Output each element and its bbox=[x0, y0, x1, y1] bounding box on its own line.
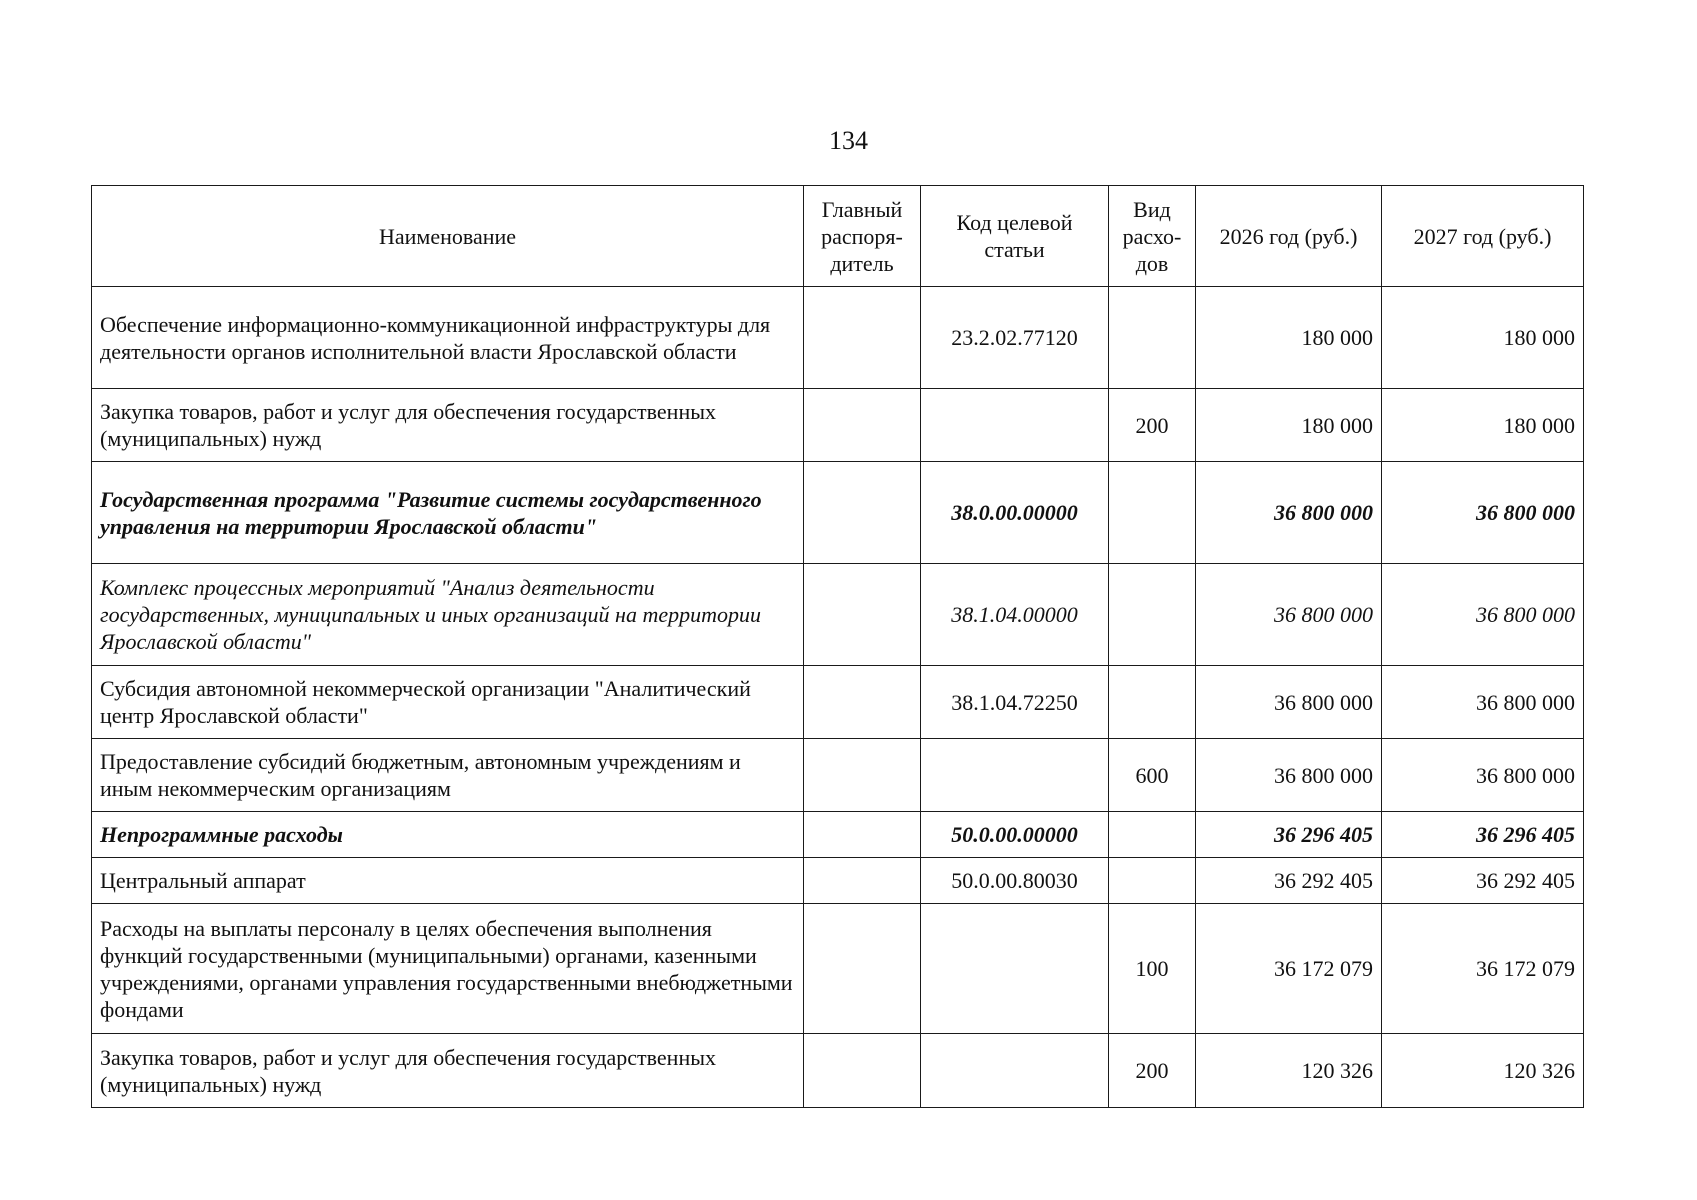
cell-type: 200 bbox=[1109, 389, 1196, 462]
cell-2027: 36 800 000 bbox=[1382, 564, 1584, 666]
cell-code bbox=[921, 904, 1109, 1034]
cell-code: 23.2.02.77120 bbox=[921, 287, 1109, 389]
cell-name: Расходы на выплаты персоналу в целях обеспечения выполнения функций государственными (муниципальными) органами, казенными учреждениями, органами управления государственными внебюджетными фондами bbox=[92, 904, 804, 1034]
cell-name: Комплекс процессных мероприятий "Анализ деятельности государственных, муниципальных и иных организаций на территории Ярославской области" bbox=[92, 564, 804, 666]
cell-2027: 36 800 000 bbox=[1382, 462, 1584, 564]
table-row bbox=[92, 666, 1584, 739]
header-manager: Главный распоря-дитель bbox=[804, 186, 921, 287]
cell-2026: 36 292 405 bbox=[1196, 858, 1382, 904]
cell-2026: 36 800 000 bbox=[1196, 462, 1382, 564]
table-row bbox=[92, 287, 1584, 389]
cell-manager bbox=[804, 287, 921, 389]
cell-name: Обеспечение информационно-коммуникационной инфраструктуры для деятельности органов исполнительной власти Ярославской области bbox=[92, 287, 804, 389]
cell-code: 38.1.04.00000 bbox=[921, 564, 1109, 666]
cell-manager bbox=[804, 462, 921, 564]
cell-2026: 36 800 000 bbox=[1196, 564, 1382, 666]
header-type: Вид расхо-дов bbox=[1109, 186, 1196, 287]
table-row bbox=[92, 739, 1584, 812]
cell-code: 50.0.00.00000 bbox=[921, 812, 1109, 858]
cell-code: 38.0.00.00000 bbox=[921, 462, 1109, 564]
table-row bbox=[92, 812, 1584, 858]
cell-2026: 180 000 bbox=[1196, 389, 1382, 462]
cell-type bbox=[1109, 666, 1196, 739]
cell-manager bbox=[804, 904, 921, 1034]
cell-name: Предоставление субсидий бюджетным, автономным учреждениям и иным некоммерческим организациям bbox=[92, 739, 804, 812]
cell-type: 200 bbox=[1109, 1034, 1196, 1108]
cell-name: Центральный аппарат bbox=[92, 858, 804, 904]
cell-2026: 36 172 079 bbox=[1196, 904, 1382, 1034]
cell-code: 38.1.04.72250 bbox=[921, 666, 1109, 739]
cell-2027: 36 296 405 bbox=[1382, 812, 1584, 858]
cell-type bbox=[1109, 858, 1196, 904]
cell-name: Непрограммные расходы bbox=[92, 812, 804, 858]
table-row bbox=[92, 904, 1584, 1034]
cell-code bbox=[921, 389, 1109, 462]
header-2027: 2027 год (руб.) bbox=[1382, 186, 1584, 287]
cell-2026: 36 800 000 bbox=[1196, 666, 1382, 739]
cell-type bbox=[1109, 564, 1196, 666]
table-header-row bbox=[92, 186, 1584, 287]
cell-2027: 120 326 bbox=[1382, 1034, 1584, 1108]
cell-type bbox=[1109, 812, 1196, 858]
cell-2027: 180 000 bbox=[1382, 287, 1584, 389]
cell-2027: 36 172 079 bbox=[1382, 904, 1584, 1034]
cell-name: Государственная программа "Развитие системы государственного управления на территории Ярославской области" bbox=[92, 462, 804, 564]
page-number: 134 bbox=[829, 126, 868, 155]
cell-name: Закупка товаров, работ и услуг для обеспечения государственных (муниципальных) нужд bbox=[92, 1034, 804, 1108]
cell-manager bbox=[804, 389, 921, 462]
table-row bbox=[92, 858, 1584, 904]
header-2026: 2026 год (руб.) bbox=[1196, 186, 1382, 287]
table-body bbox=[92, 287, 1584, 1108]
cell-2026: 36 800 000 bbox=[1196, 739, 1382, 812]
cell-code bbox=[921, 1034, 1109, 1108]
table-row bbox=[92, 1034, 1584, 1108]
cell-manager bbox=[804, 564, 921, 666]
cell-2027: 36 292 405 bbox=[1382, 858, 1584, 904]
cell-manager bbox=[804, 812, 921, 858]
cell-2027: 180 000 bbox=[1382, 389, 1584, 462]
cell-code: 50.0.00.80030 bbox=[921, 858, 1109, 904]
cell-type: 100 bbox=[1109, 904, 1196, 1034]
cell-type bbox=[1109, 462, 1196, 564]
cell-2026: 180 000 bbox=[1196, 287, 1382, 389]
cell-code bbox=[921, 739, 1109, 812]
table-row bbox=[92, 389, 1584, 462]
cell-manager bbox=[804, 739, 921, 812]
table-row bbox=[92, 462, 1584, 564]
budget-table bbox=[91, 185, 1584, 1108]
cell-2027: 36 800 000 bbox=[1382, 739, 1584, 812]
cell-type bbox=[1109, 287, 1196, 389]
table-row bbox=[92, 564, 1584, 666]
cell-name: Субсидия автономной некоммерческой организации "Аналитический центр Ярославской области" bbox=[92, 666, 804, 739]
cell-2026: 36 296 405 bbox=[1196, 812, 1382, 858]
cell-manager bbox=[804, 1034, 921, 1108]
cell-name: Закупка товаров, работ и услуг для обеспечения государственных (муниципальных) нужд bbox=[92, 389, 804, 462]
header-name: Наименование bbox=[92, 186, 804, 287]
cell-2026: 120 326 bbox=[1196, 1034, 1382, 1108]
cell-2027: 36 800 000 bbox=[1382, 666, 1584, 739]
cell-manager bbox=[804, 666, 921, 739]
header-code: Код целевой статьи bbox=[921, 186, 1109, 287]
cell-type: 600 bbox=[1109, 739, 1196, 812]
cell-manager bbox=[804, 858, 921, 904]
